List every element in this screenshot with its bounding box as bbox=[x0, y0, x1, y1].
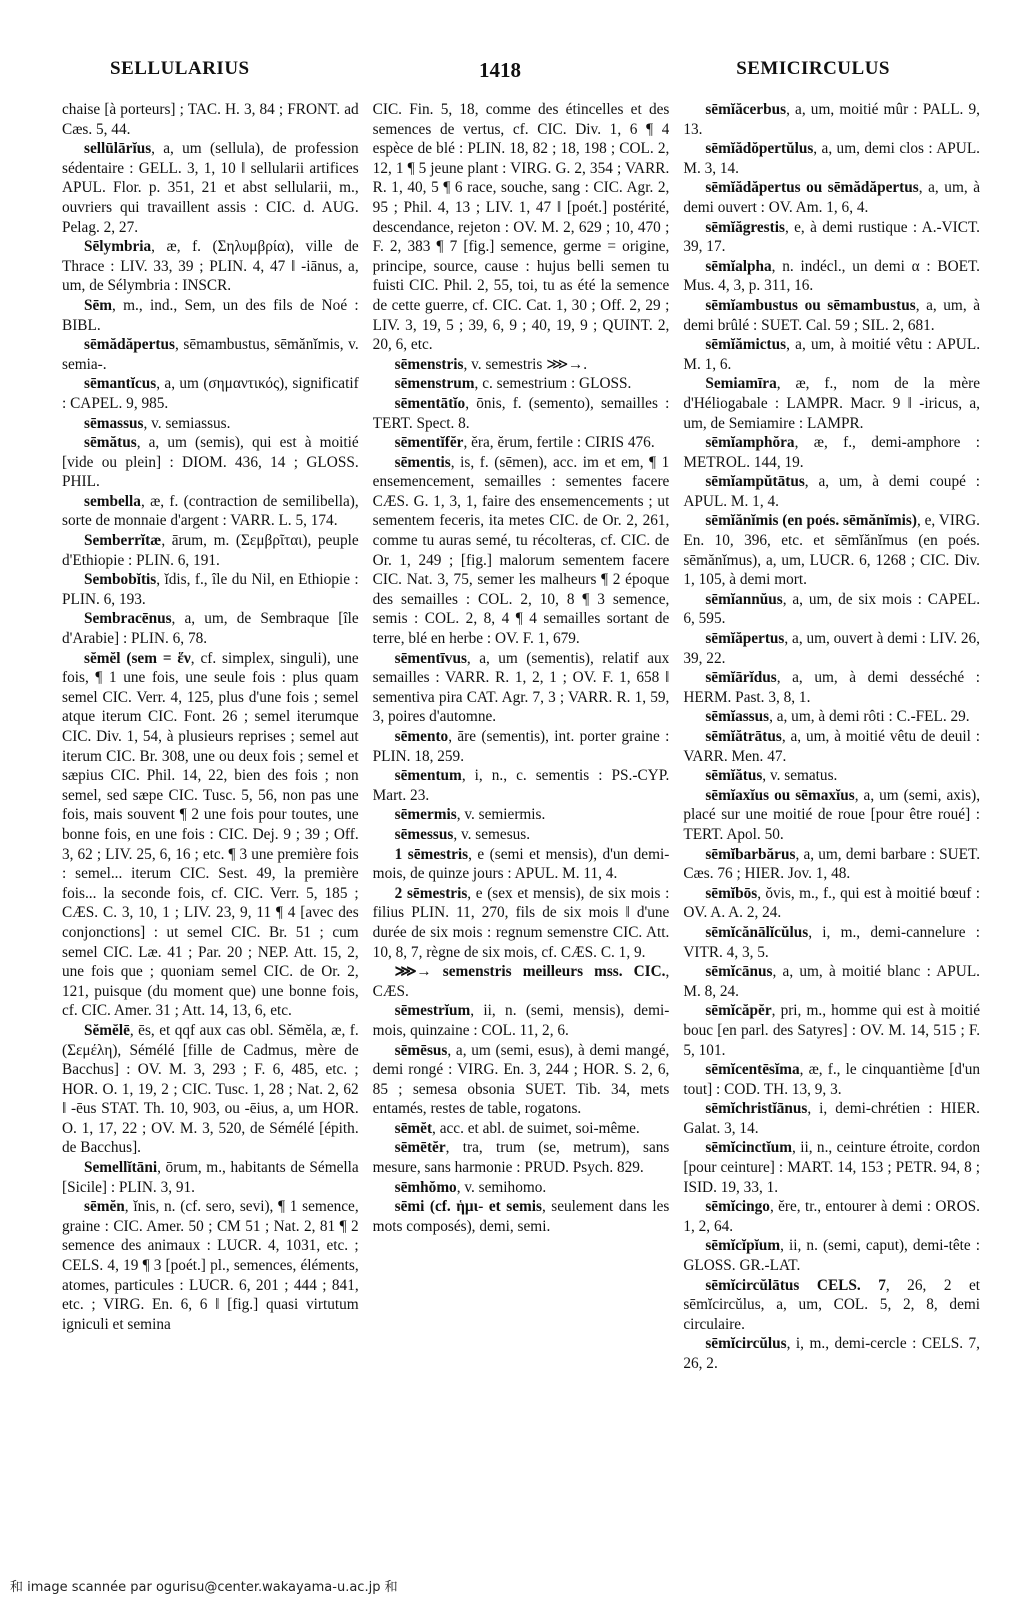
running-head-left: SELLULARIUS bbox=[110, 58, 250, 79]
dictionary-entry: sēmentīvus, a, um (sementis), relatif aux semailles : VARR. R. 1, 2, 1 ; OV. F. 1, 658 ‖ sementiva pira CAT. Agr. 7, 3 ; VARR. R. 1, 59, 3, poires d'automne. bbox=[372, 649, 670, 726]
dictionary-columns bbox=[62, 100, 980, 1550]
dictionary-entry: sēmĭbōs, ŏvis, m., f., qui est à moitié bœuf : OV. A. A. 2, 24. bbox=[683, 884, 981, 922]
dictionary-entry: Sēlymbria, æ, f. (Σηλυμβρία), ville de Thrace : LIV. 33, 39 ; PLIN. 4, 47 ‖ -iānus, a, um, de Sélymbria : INSCR. bbox=[62, 238, 359, 295]
dictionary-entry: sēmentĭfĕr, ĕra, ĕrum, fertile : CIRIS 476. bbox=[394, 434, 655, 452]
dictionary-entry: sēmĭăcerbus, a, um, moitié mûr : PALL. 9, 13. bbox=[683, 101, 981, 138]
dictionary-entry: sēmĭamphŏra, æ, f., demi-amphore : METROL. 144, 19. bbox=[683, 434, 981, 471]
dictionary-entry: sēmĭătrātus, a, um, à moitié vêtu de deuil : VARR. Men. 47. bbox=[683, 728, 981, 765]
dictionary-entry: sēmĭcăpĕr, pri, m., homme qui est à moitié bouc [en parl. des Satyres] : OV. M. 14, 515 ; F. 5, 101. bbox=[683, 1002, 981, 1059]
dictionary-entry: sēmĭcingo, ĕre, tr., entourer à demi : OROS. 1, 2, 64. bbox=[683, 1198, 981, 1235]
dictionary-entry: sēmentum, i, n., c. sementis : PS.-CYP. Mart. 23. bbox=[372, 767, 670, 804]
dictionary-entry: sēmassus, v. semiassus. bbox=[84, 414, 231, 432]
page-header bbox=[110, 58, 890, 88]
dictionary-entry: sēmenstris, v. semestris ⋙→. bbox=[394, 355, 588, 373]
dictionary-entry: sēmĭchristĭānus, i, demi-chrétien : HIER. Galat. 3, 14. bbox=[683, 1100, 981, 1137]
dictionary-entry: Sĕmĕlē, ēs, et qqf aux cas obl. Sĕmĕla, æ, f. (Σεμέλη), Sémélé [fille de Cadmus, mère de Bacchus] : OV. M. 3, 293 ; F. 6, 485, etc. ; HOR. O. 1, 19, 2 ; CIC. Tusc. 1, 28 ; Nat. 2, 62 ‖ -ēus STAT. Th. 10, 903, ou -ēius, a, um HOR. O. 1, 17, 22 ; OV. M. 3, 520, de Sémélé [épith. de Bacchus]. bbox=[62, 1021, 359, 1157]
dictionary-entry: sēmĭbarbărus, a, um, demi barbare : SUET. Cæs. 76 ; HIER. Jov. 1, 48. bbox=[683, 845, 981, 883]
dictionary-entry: sēmĕn, ĭnis, n. (cf. sero, sevi), ¶ 1 semence, graine : CIC. Amer. 50 ; CM 51 ; Nat. 2, 81 ¶ 2 semence des animaux : LUCR. 4, 1031, etc. ; CELS. 4, 19 ¶ 3 [poét.] pl., semences, éléments, atomes, particules : LUCR. 6, 201 ; 444 ; 841, etc. ; VIRG. En. 6, 6 ‖ [fig.] quasi virtutum igniculi et semina bbox=[62, 1198, 359, 1333]
dictionary-entry: sēmĭalpha, n. indécl., un demi α : BOET. Mus. 4, 3, p. 311, 16. bbox=[683, 257, 981, 295]
dictionary-entry: sēmēsus, a, um (semi, esus), à demi mangé, demi rongé : VIRG. En. 3, 244 ; HOR. S. 2, 6, 85 ; semesa obsonia SUET. Tib. 34, mets entamés, restes de table, rogatons. bbox=[372, 1041, 670, 1118]
dictionary-entry: sēmĭcinctĭum, ii, n., ceinture étroite, cordon [pour ceinture] : MART. 14, 153 ; PETR. 94, 8 ; ISID. 19, 33, 1. bbox=[683, 1139, 981, 1196]
dictionary-entry: sēmătus, a, um (semis), qui est à moitié [vide ou plein] : DIOM. 436, 14 ; GLOSS. PHIL. bbox=[62, 434, 359, 491]
dictionary-entry: sēmi (cf. ἡμι- et semis, seulement dans les mots composés), demi, semi. bbox=[372, 1198, 670, 1235]
dictionary-entry: sēmĭannŭus, a, um, de six mois : CAPEL. 6, 595. bbox=[683, 590, 981, 628]
dictionary-entry: sēmĕt, acc. et abl. de suimet, soi-même. bbox=[394, 1119, 640, 1137]
dictionary-entry: Semiamīra, æ, f., nom de la mère d'Héliogabale : LAMPR. Macr. 9 ‖ -iricus, a, um, de Semiamire : LAMPR. bbox=[683, 375, 981, 432]
dictionary-entry: sēmermis, v. semiermis. bbox=[394, 806, 546, 824]
dictionary-entry: sēmento, āre (sementis), int. porter graine : PLIN. 18, 259. bbox=[372, 728, 670, 765]
dictionary-entry: sĕmĕl (sem = ἕν, cf. simplex, singuli), une fois, ¶ 1 une fois, une seule fois : plus quam semel CIC. Verr. 4, 125, plus d'une fois ; semel atque iterum CIC. Font. 26 ; semel iterumque CIC. Div. 1, 54, à plusieurs reprises ; semel aut iterum CIC. Br. 308, une ou deux fois ; semel et sæpius CIC. Phil. 14, 22, bien des fois ; non semel, sed sæpe CIC. Tusc. 5, 56, non pas une fois, mais souvent ¶ 2 une fois pour toutes, une bonne fois, en une fois : CIC. Dej. 9 ; 39 ; Off. 3, 62 ; LIV. 25, 6, 16 ; etc. ¶ 3 une première fois : semel... iterum CIC. Sest. 49, la première fois... la seconde fois, cf. CIC. Verr. 5, 185 ; CÆS. C. 3, 10, 1 ; LIV. 23, 9, 11 ¶ 4 [avec des conjonctions] : ut semel CIC. Br. 51 ; cum semel CIC. Læ. 41 ; Par. 20 ; NEP. Att. 15, 2, une fois que ; quoniam semel CIC. de Or. 2, 121, puisque (du moment que) une bonne fois, cf. CIC. Amer. 31 ; Att. 14, 13, 6, etc. bbox=[62, 649, 359, 1020]
dictionary-entry: Sēm, m., ind., Sem, un des fils de Noé : BIBL. bbox=[62, 296, 359, 334]
dictionary-entry: sēmĭădŏpertŭlus, a, um, demi clos : APUL. M. 3, 14. bbox=[683, 140, 981, 177]
dictionary-entry: sēmĭămictus, a, um, à moitié vêtu : APUL. M. 1, 6. bbox=[683, 336, 981, 373]
dictionary-entry: sēmĭaxĭus ou sēmaxĭus, a, um (semi, axis), placé sur une moitié de roue [pour être roué] : TERT. Apol. 50. bbox=[683, 786, 981, 843]
dictionary-entry: sēmentis, is, f. (sēmen), acc. im et em, ¶ 1 ensemencement, semailles : sementes facere CÆS. G. 1, 3, 1, faire des ensemencements ; ut sementem feceris, ita metes CIC. de Or. 2, 261, comme tu auras semé, tu récolteras, cf. CIC. de Or. 1, 249 ; [fig.] malorum sementem facere CIC. Nat. 3, 75, semer les malheurs ¶ 2 époque des semailles : COL. 2, 10, 8 ¶ 3 semence, semis : COL. 2, 8, 4 ¶ 4 semailles sortant de terre, blé en herbe : OV. F. 1, 679. bbox=[372, 453, 670, 648]
dictionary-entry: sēmētĕr, tra, trum (se, metrum), sans mesure, sans harmonie : PRUD. Psych. 829. bbox=[372, 1139, 670, 1177]
dictionary-entry: Semberrĭtæ, ārum, m. (Σεμβρῖται), peuple d'Ethiopie : PLIN. 6, 191. bbox=[62, 532, 359, 569]
dictionary-entry: ⋙→ semenstris meilleurs mss. CIC., CÆS. bbox=[372, 963, 670, 1000]
dictionary-entry: sēmantĭcus, a, um (σημαντικός), significatif : CAPEL. 9, 985. bbox=[62, 375, 359, 412]
dictionary-entry: sēmĭădăpertus ou sēmădăpertus, a, um, à demi ouvert : OV. Am. 1, 6, 4. bbox=[683, 179, 981, 216]
dictionary-entry: sēmestrĭum, ii, n. (semi, mensis), demi-mois, quinzaine : COL. 11, 2, 6. bbox=[372, 1002, 670, 1039]
dictionary-entry: Sembracēnus, a, um, de Sembraque [île d'Arabie] : PLIN. 6, 78. bbox=[62, 610, 359, 648]
dictionary-entry: CIC. Fin. 5, 18, comme des étincelles et des semences de vertus, cf. CIC. Div. 1, 6 ¶ 4 espèce de blé : PLIN. 18, 82 ; 18, 198 ; COL. 2, 12, 1 ¶ 5 jeune plant : VIRG. G. 2, 354 ; VARR. R. 1, 40, 5 ¶ 6 race, souche, sang : CIC. Agr. 2, 95 ; Phil. 4, 13 ; LIV. 1, 47 ‖ [poét.] postérité, descendance, rejeton : OV. M. 2, 629 ; 10, 470 ; F. 2, 383 ¶ 7 [fig.] semence, germe = origine, principe, source, cause : hujus belli semen tu fuisti CIC. Phil. 2, 55, toi, tu as été la semence de cette guerre, cf. CIC. Cat. 1, 30 ; Off. 2, 29 ; LIV. 3, 19, 5 ; 39, 6, 9 ; 40, 19, 9 ; QUINT. 2, 20, 6, etc. bbox=[372, 101, 670, 354]
page-number: 1418 bbox=[479, 58, 521, 82]
dictionary-entry: Sembobĭtis, ĭdis, f., île du Nil, en Ethiopie : PLIN. 6, 193. bbox=[62, 571, 359, 608]
column-left bbox=[62, 100, 359, 1550]
dictionary-entry: sēmenstrum, c. semestrium : GLOSS. bbox=[394, 375, 632, 393]
scan-credit: 和 image scannée par ogurisu@center.wakayama-u.ac.jp 和 bbox=[10, 1580, 398, 1595]
dictionary-entry: sēmĭcĭpĭum, ii, n. (semi, caput), demi-tête : GLOSS. GR.-LAT. bbox=[683, 1237, 981, 1275]
dictionary-entry: sēmĭătus, v. sematus. bbox=[705, 767, 838, 785]
dictionary-entry: sēmĭampŭtātus, a, um, à demi coupé : APUL. M. 1, 4. bbox=[683, 473, 981, 510]
dictionary-entry: sēmĭcircŭlus, i, m., demi-cercle : CELS. 7, 26, 2. bbox=[683, 1335, 981, 1372]
column-middle bbox=[373, 100, 670, 1550]
dictionary-entry: sēmĭăpertus, a, um, ouvert à demi : LIV. 26, 39, 22. bbox=[683, 630, 981, 667]
running-head-right: SEMICIRCULUS bbox=[736, 58, 890, 79]
dictionary-entry: sēmĭăgrestis, e, à demi rustique : A.-VICT. 39, 17. bbox=[683, 218, 981, 256]
dictionary-entry: sēmĭcănālĭcŭlus, i, m., demi-cannelure : VITR. 4, 3, 5. bbox=[683, 923, 981, 961]
column-right bbox=[683, 100, 980, 1550]
dictionary-entry: 2 sēmestris, e (sex et mensis), de six mois : filius PLIN. 11, 270, fils de six mois ‖ d'une durée de six mois : regnum semenstre CIC. Att. 10, 8, 7, règne de six mois, cf. CÆS. C. 1, 9. bbox=[372, 884, 670, 961]
dictionary-entry: sēmhŏmo, v. semihomo. bbox=[394, 1178, 547, 1196]
dictionary-entry: sēmĭcentēsĭma, æ, f., le cinquantième [d'un tout] : COD. TH. 13, 9, 3. bbox=[683, 1061, 981, 1098]
dictionary-entry: sēmĭcircŭlātus CELS. 7, 26, 2 et sēmĭcircŭlus, a, um, COL. 5, 2, 8, demi circulaire. bbox=[683, 1276, 981, 1333]
dictionary-entry: sēmĭambustus ou sēmambustus, a, um, à demi brûlé : SUET. Cal. 59 ; SIL. 2, 681. bbox=[683, 296, 980, 334]
dictionary-entry: sēmĭcānus, a, um, à moitié blanc : APUL. M. 8, 24. bbox=[683, 963, 981, 1000]
dictionary-entry: sēmentātĭo, ōnis, f. (semento), semailles : TERT. Spect. 8. bbox=[372, 394, 670, 432]
dictionary-entry: chaise [à porteurs] ; TAC. H. 3, 84 ; FRONT. ad Cæs. 5, 44. bbox=[62, 101, 359, 138]
dictionary-entry: sellūlārĭus, a, um (sellula), de profession sédentaire : GELL. 3, 1, 10 ‖ sellularii artifices APUL. Flor. p. 351, 21 et abst sellularii, m., ouvriers qui travaillent assis : CIC. d. AUG. Pelag. 2, 27. bbox=[62, 140, 359, 236]
dictionary-entry: 1 sēmestris, e (semi et mensis), d'un demi-mois, de quinze jours : APUL. M. 11, 4. bbox=[372, 845, 670, 883]
dictionary-entry: Semellĭtāni, ōrum, m., habitants de Sémella [Sicile] : PLIN. 3, 91. bbox=[62, 1159, 359, 1196]
dictionary-entry: sēmĭārĭdus, a, um, à demi desséché : HERM. Past. 3, 8, 1. bbox=[683, 669, 981, 706]
dictionary-entry: sēmĭănĭmis (en poés. sēmănĭmis), e, VIRG. En. 10, 396, etc. et sēmĭănĭmus (en poés. sēmănĭmus), a, um, LUCR. 6, 1268 ; CIC. Div. 1, 105, à demi mort. bbox=[683, 512, 981, 589]
dictionary-entry: sēmessus, v. semesus. bbox=[394, 825, 531, 843]
dictionary-entry: sēmĭassus, a, um, à demi rôti : C.-FEL. 29. bbox=[705, 708, 970, 726]
dictionary-entry: sembella, æ, f. (contraction de semilibella), sorte de monnaie d'argent : VARR. L. 5, 174. bbox=[62, 492, 359, 530]
dictionary-entry: sēmădăpertus, sēmambustus, sēmănĭmis, v. semia-. bbox=[62, 336, 359, 373]
